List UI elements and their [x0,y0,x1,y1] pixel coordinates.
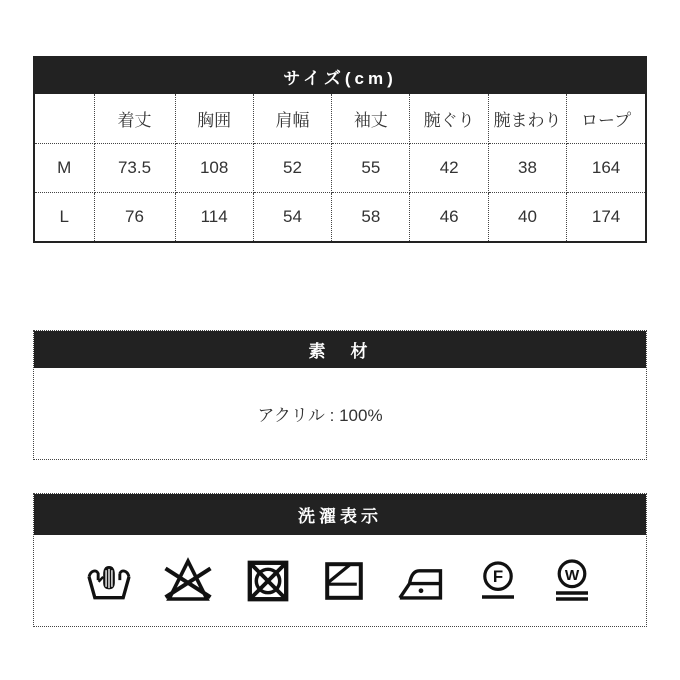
size-value-cell: 114 [175,192,253,241]
col-header: 腕ぐり [410,94,488,143]
size-value-cell: 42 [410,143,488,192]
iron-low-temp-icon [394,559,448,603]
hand-wash-icon [84,555,134,607]
size-table-section [33,56,647,243]
dry-clean-letter: F [492,566,504,586]
dry-clean-f-icon [474,554,522,608]
material-body [34,368,646,459]
row-label: M [35,143,94,192]
wet-clean-letter: W [564,566,580,584]
size-value-cell: 164 [567,143,645,192]
col-header: 着丈 [94,94,175,143]
do-not-tumble-dry-icon [242,555,294,607]
col-header: 肩幅 [253,94,331,143]
size-value-cell: 40 [488,192,566,241]
table-row-size-m [35,143,645,192]
size-value-cell: 73.5 [94,143,175,192]
size-table [35,94,645,241]
wet-clean-w-icon [548,553,596,609]
care-header-label: 洗濯表示 [298,507,382,526]
col-header: 胸囲 [175,94,253,143]
material-header [34,331,646,368]
size-value-cell: 38 [488,143,566,192]
size-table-header-label: サイズ(cm) [283,68,397,88]
size-value-cell: 46 [410,192,488,241]
row-label: L [35,192,94,241]
material-section [33,330,647,460]
size-value-cell: 55 [332,143,410,192]
col-header: 腕まわり [488,94,566,143]
col-header: ロープ [567,94,645,143]
material-value: アクリル : 100% [257,406,383,425]
care-header [34,494,646,535]
size-value-cell: 108 [175,143,253,192]
corner-cell [35,94,94,143]
care-section [33,493,647,627]
care-symbols-row [34,535,646,626]
size-value-cell: 52 [253,143,331,192]
do-not-bleach-icon [160,554,216,608]
material-header-label: 素 材 [308,342,372,361]
size-table-header-row [35,94,645,143]
size-value-cell: 174 [567,192,645,241]
table-row-size-l [35,192,645,241]
size-table-header [35,58,645,94]
col-header: 袖丈 [332,94,410,143]
size-value-cell: 76 [94,192,175,241]
size-value-cell: 54 [253,192,331,241]
size-value-cell: 58 [332,192,410,241]
dry-flat-in-shade-icon [320,557,368,605]
